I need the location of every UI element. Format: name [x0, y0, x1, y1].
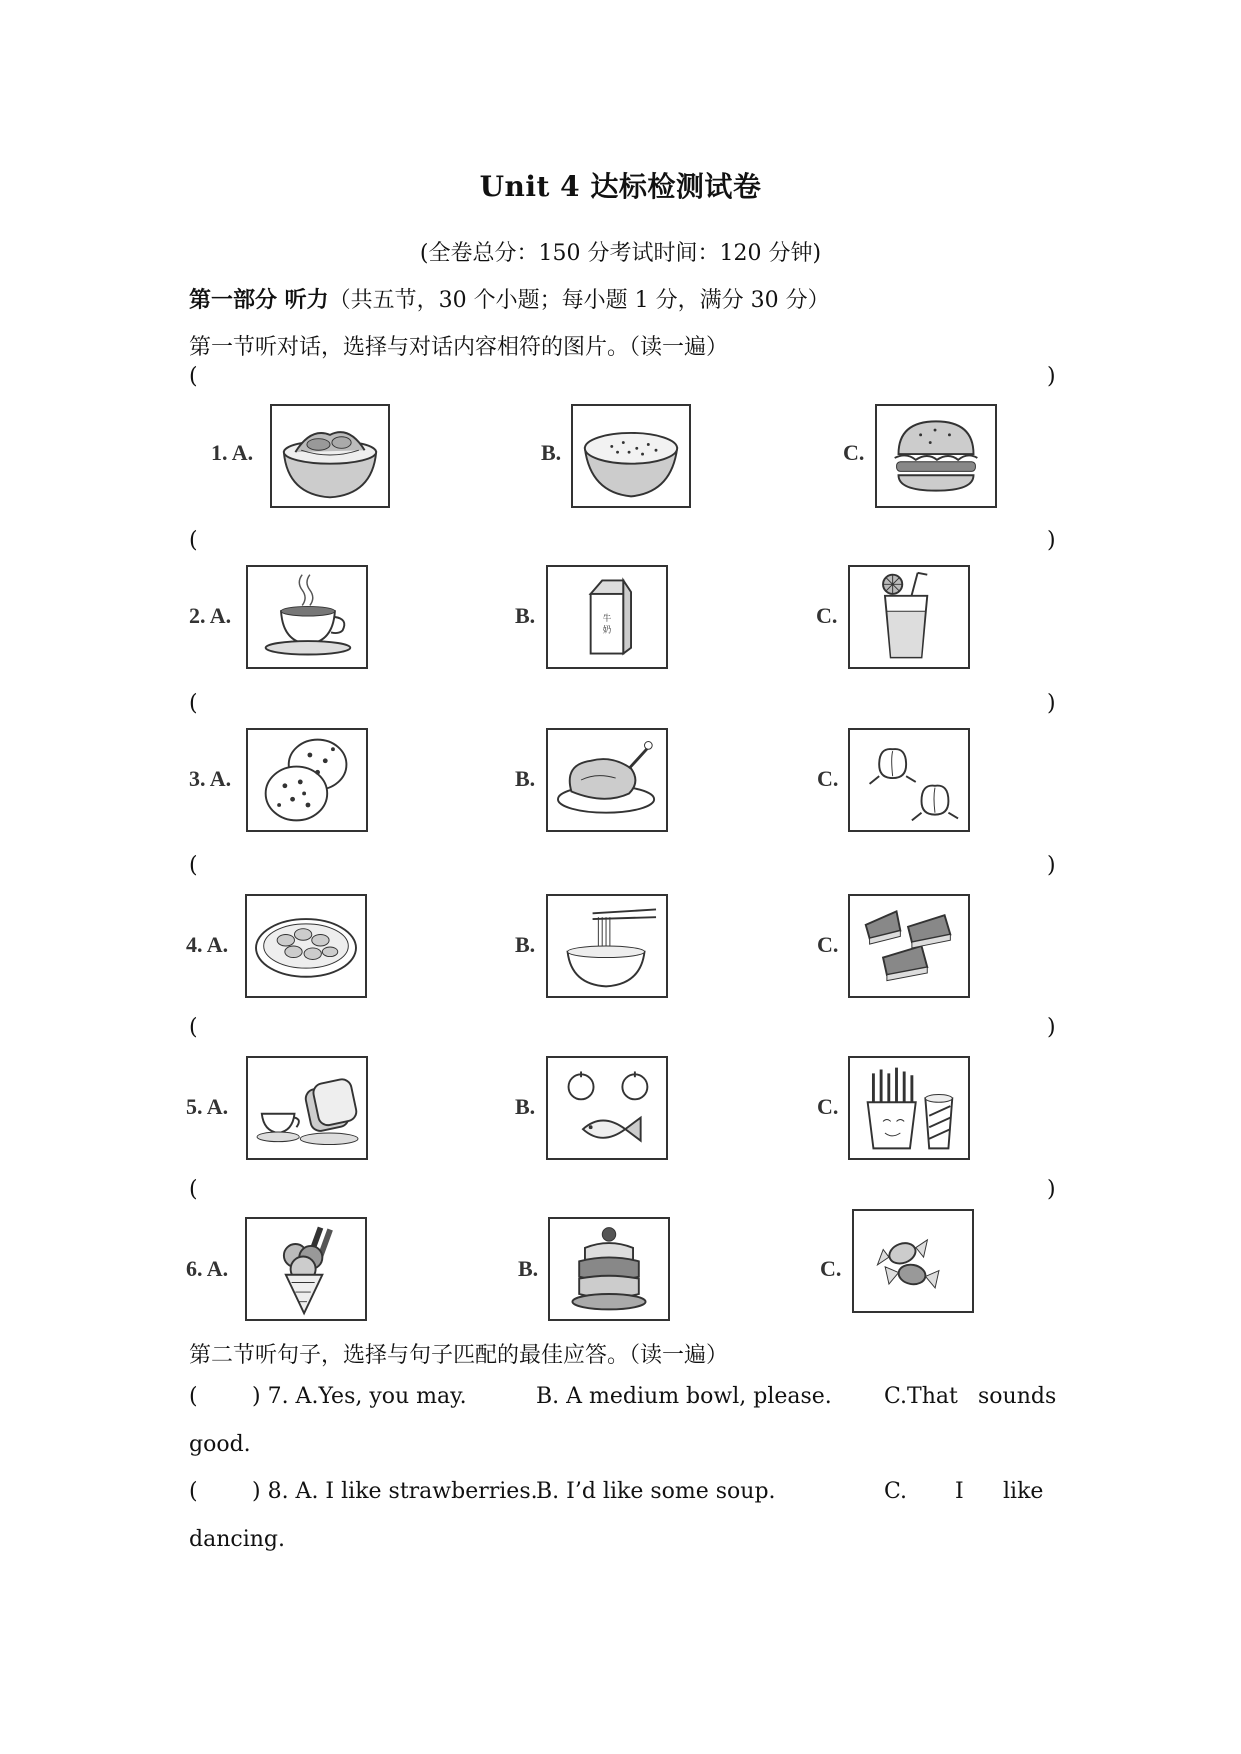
q8-option-c-wrap: dancing.: [189, 1527, 285, 1552]
q6-option-b-label: B.: [518, 1256, 539, 1281]
answer-paren-close: ): [1047, 364, 1056, 389]
answer-paren-close: ): [1047, 691, 1056, 716]
q7-option-a: ) 7. A.Yes, you may.: [252, 1384, 467, 1409]
q5-option-a-label: 5. A.: [186, 1094, 229, 1119]
q1-option-a-image[interactable]: [270, 404, 390, 508]
q4-option-c-label: C.: [817, 932, 839, 957]
q3-option-b-image[interactable]: [546, 728, 668, 832]
q1-option-b-label: B.: [541, 440, 562, 465]
dumplings-plate-icon: [247, 896, 365, 996]
q6-option-b-image[interactable]: [548, 1217, 670, 1321]
q2-option-a-image[interactable]: [246, 565, 368, 669]
q8-option-c-part2: I: [955, 1479, 964, 1504]
q8-option-c-part1: C.: [884, 1479, 908, 1504]
q8-option-b: B. I’d like some soup.: [536, 1479, 776, 1504]
answer-paren-open: (: [189, 691, 198, 716]
q4-option-b-label: B.: [515, 932, 536, 957]
part1-heading-row: [189, 283, 830, 314]
q8-option-c-part3: like: [1003, 1479, 1044, 1504]
fries-drink-icon: [850, 1058, 968, 1158]
sandwiches-icon: [850, 896, 968, 996]
q3-option-b-label: B.: [515, 766, 536, 791]
answer-paren-open: (: [189, 1015, 198, 1040]
q7-option-b: B. A medium bowl, please.: [536, 1384, 832, 1409]
apples-fish-icon: [548, 1058, 666, 1158]
q4-option-a-label: 4. A.: [186, 932, 229, 957]
page-title: Unit 4 达标检测试卷: [479, 170, 762, 203]
answer-paren-close: ): [1047, 1177, 1056, 1202]
q2-option-b-image[interactable]: [546, 565, 668, 669]
part1-heading: 第一部分 听力: [189, 287, 329, 313]
q5-option-a-image[interactable]: [246, 1056, 368, 1160]
juice-glass-icon: [850, 567, 968, 667]
q8-answer-paren: (: [189, 1479, 198, 1504]
svg-text:奶: 奶: [602, 625, 612, 636]
q3-option-c-label: C.: [817, 766, 839, 791]
q7-option-c-part1: C.That: [884, 1384, 958, 1409]
q8-option-a: ) 8. A. I like strawberries.: [252, 1479, 538, 1504]
answer-paren-close: ): [1047, 853, 1056, 878]
answer-paren-open: (: [189, 853, 198, 878]
q1-option-a-label: 1. A.: [211, 440, 254, 465]
hamburger-icon: [877, 406, 995, 506]
q3-option-c-image[interactable]: [848, 728, 970, 832]
q5-option-c-label: C.: [817, 1094, 839, 1119]
noodles-chopsticks-icon: [548, 896, 666, 996]
q6-option-c-image[interactable]: [852, 1209, 974, 1313]
svg-text:牛: 牛: [602, 613, 612, 624]
cake-icon: [550, 1219, 668, 1319]
answer-paren-close: ): [1047, 528, 1056, 553]
candy-icon: [854, 1211, 972, 1311]
answer-paren-open: (: [189, 528, 198, 553]
q4-option-c-image[interactable]: [848, 894, 970, 998]
coffee-cup-icon: [248, 567, 366, 667]
q7-option-c-wrap: good.: [189, 1432, 251, 1457]
answer-paren-open: (: [189, 364, 198, 389]
q2-option-a-label: 2. A.: [189, 603, 232, 628]
q4-option-b-image[interactable]: [546, 894, 668, 998]
section2-instruction: 第二节听句子，选择与句子匹配的最佳应答。（读一遍）: [189, 1343, 729, 1368]
q5-option-b-image[interactable]: [546, 1056, 668, 1160]
part1-heading-note: （共五节，30 个小题；每小题 1 分，满分 30 分）: [328, 288, 830, 313]
q6-option-c-label: C.: [820, 1256, 842, 1281]
q6-option-a-label: 6. A.: [186, 1256, 229, 1281]
milk-carton-icon: [548, 567, 666, 667]
q7-answer-paren: (: [189, 1384, 198, 1409]
answer-paren-open: (: [189, 1177, 198, 1202]
section1-instruction: 第一节听对话，选择与对话内容相符的图片。（读一遍）: [189, 335, 729, 360]
peaches-icon: [850, 730, 968, 830]
q1-option-b-image[interactable]: [571, 404, 691, 508]
answer-paren-close: ): [1047, 1015, 1056, 1040]
q5-option-b-label: B.: [515, 1094, 536, 1119]
q1-option-c-label: C.: [843, 440, 865, 465]
q6-option-a-image[interactable]: [245, 1217, 367, 1321]
q7-option-c-part2: sounds: [978, 1384, 1057, 1409]
q1-option-c-image[interactable]: [875, 404, 997, 508]
cookies-icon: [248, 730, 366, 830]
q2-option-b-label: B.: [515, 603, 536, 628]
rice-bowl-icon: [573, 406, 689, 506]
q5-option-c-image[interactable]: [848, 1056, 970, 1160]
q4-option-a-image[interactable]: [245, 894, 367, 998]
q2-option-c-image[interactable]: [848, 565, 970, 669]
tea-bread-icon: [248, 1058, 366, 1158]
q3-option-a-image[interactable]: [246, 728, 368, 832]
roast-chicken-icon: [548, 730, 666, 830]
q3-option-a-label: 3. A.: [189, 766, 232, 791]
q2-option-c-label: C.: [816, 603, 838, 628]
noodle-bowl-icon: [272, 406, 388, 506]
ice-cream-icon: [247, 1219, 365, 1319]
exam-info: (全卷总分：150 分考试时间：120 分钟): [419, 241, 822, 266]
